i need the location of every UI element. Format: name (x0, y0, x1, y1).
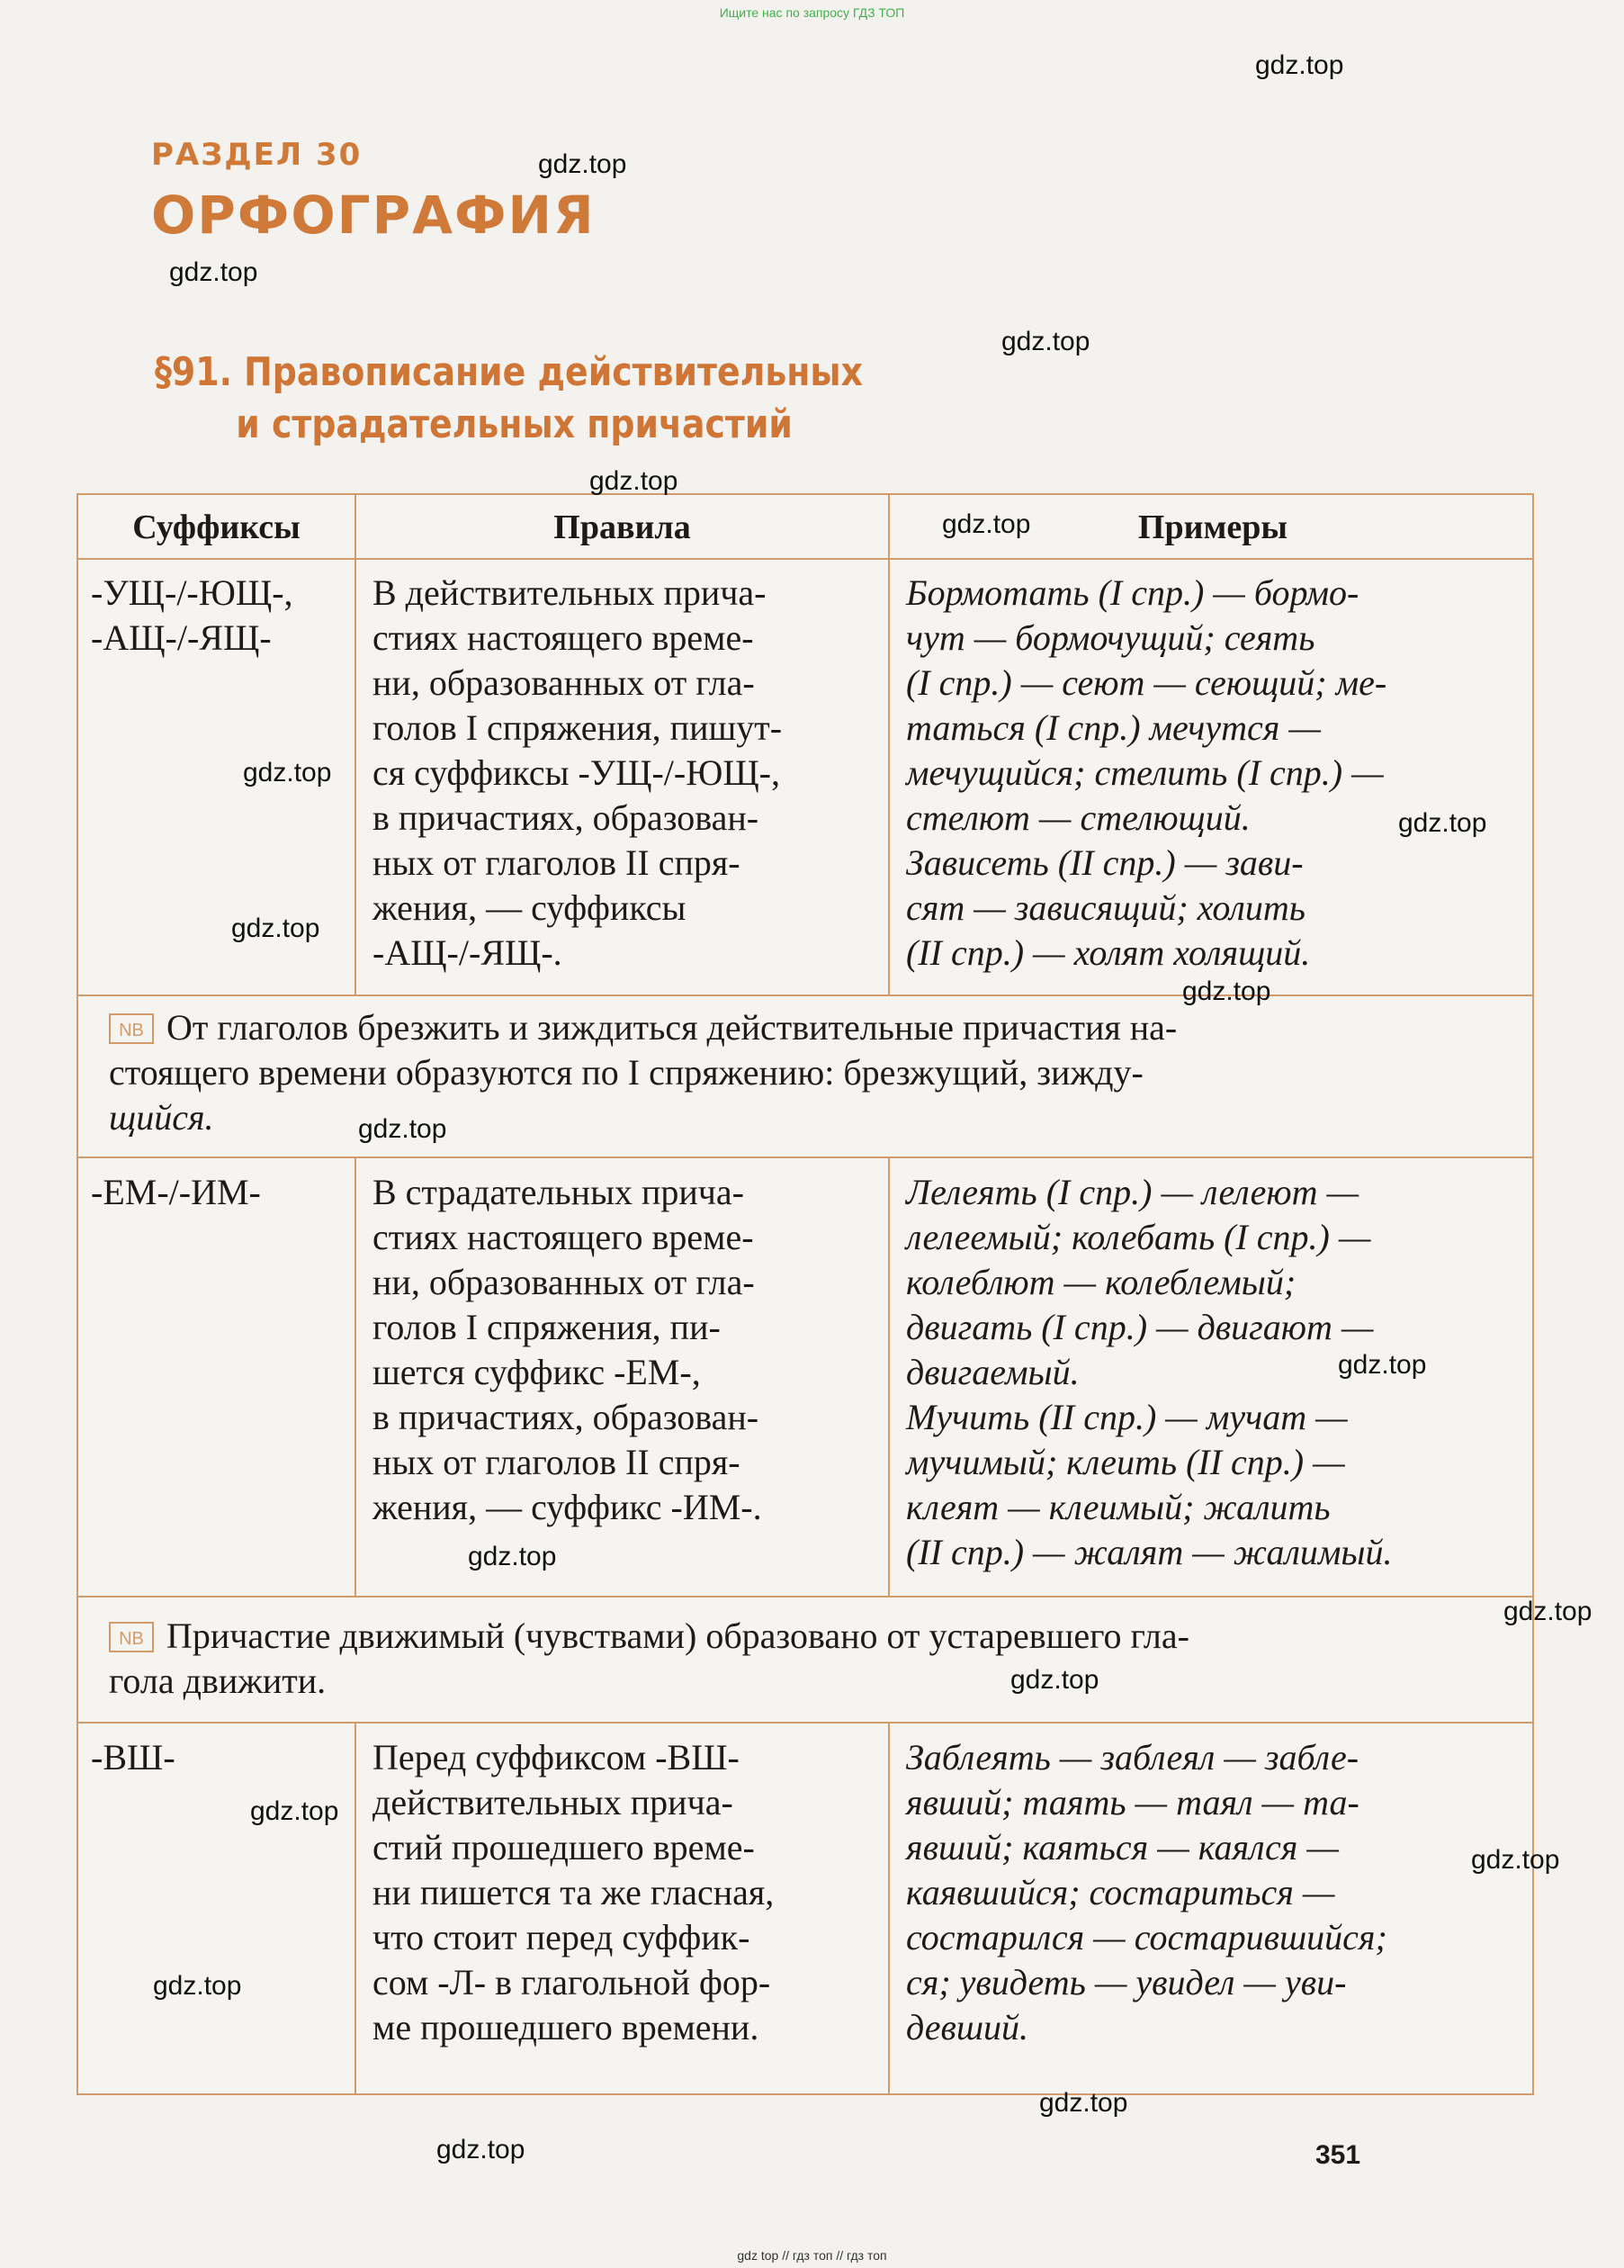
watermark: gdz.top (243, 758, 332, 788)
table-divider (354, 495, 356, 994)
row3-examples: Заблеять — заблеял — забле- явший; таять — таял — та- явший; каяться — каялся — каявшийся; состариться — состарился — состарившийся; ся; увидеть — увидел — уви- девший. (906, 1737, 1387, 2048)
watermark: gdz.top (538, 149, 627, 179)
top-banner: Ищите нас по запросу ГДЗ ТОП (719, 5, 905, 20)
row1-suffix: -УЩ-/-ЮЩ-, -АЩ-/-ЯЩ- (91, 572, 293, 658)
watermark: gdz.top (153, 1971, 242, 2001)
header-suffixes: Суффиксы (132, 508, 301, 546)
watermark: gdz.top (942, 509, 1031, 539)
table-divider (354, 1156, 356, 1596)
watermark: gdz.top (1039, 2088, 1128, 2118)
nb-icon: NB (109, 1622, 154, 1652)
table-divider (78, 1722, 1532, 1724)
watermark: gdz.top (250, 1796, 339, 1826)
row3-suffix: -ВШ- (91, 1737, 175, 1778)
section-label: РАЗДЕЛ 30 (151, 137, 363, 173)
watermark: gdz.top (1255, 50, 1344, 80)
table-divider (78, 1156, 1532, 1158)
header-examples: Примеры (1137, 508, 1288, 546)
row2-rule: В страдательных прича- стиях настоящего време- ни, образованных от гла- голов I спряжения, пи- шется суффикс -ЕМ-, в причастиях, образован- ных от глаголов II спря- жения, — суффикс -ИМ-. (372, 1172, 762, 1527)
nb-note-2: NB Причастие движимый (чувствами) образовано от устаревшего гла- гола движити. (109, 1616, 1189, 1701)
table-divider (78, 558, 1532, 560)
bottom-watermark-line: gdz top // гдз топ // гдз топ (737, 2248, 887, 2263)
header-rules: Правила (553, 508, 691, 546)
watermark: gdz.top (1471, 1845, 1560, 1875)
watermark: gdz.top (436, 2135, 525, 2164)
table-divider (78, 994, 1532, 996)
row2-suffix: -ЕМ-/-ИМ- (91, 1172, 261, 1212)
row2-examples: Лелеять (I спр.) — лелеют — лелеемый; колебать (I спр.) — колеблют — колеблемый; двигать (I спр.) — двигают — двигаемый. Мучить (II спр.) — мучат — мучимый; клеить (II спр.) — клеят — клеимый; жалить (II спр.) — жалят — жалимый. (906, 1172, 1393, 1572)
watermark: gdz.top (468, 1542, 557, 1571)
watermark: gdz.top (1182, 976, 1271, 1006)
watermark: gdz.top (1338, 1350, 1427, 1380)
watermark: gdz.top (231, 914, 320, 943)
table-divider (888, 495, 890, 994)
paragraph-title (155, 346, 863, 451)
paragraph-title-line-2: и страдательных причастий (236, 401, 793, 447)
watermark: gdz.top (1001, 327, 1090, 356)
watermark: gdz.top (1503, 1597, 1593, 1626)
section-title: ОРФОГРАФИЯ (151, 184, 596, 246)
watermark: gdz.top (589, 466, 678, 496)
nb-icon: NB (109, 1013, 154, 1044)
table-divider (354, 1722, 356, 2095)
row1-examples: Бормотать (I спр.) — бормо- чут — бормочущий; сеять (I спр.) — сеют — сеющий; ме- таться (I спр.) мечутся — мечущийся; стелить (I спр.) — стелют — стелющий. Зависеть (II спр.) — зави- сят — зависящий; холить (II спр.) — холят холящий. (906, 572, 1387, 973)
watermark: gdz.top (358, 1114, 447, 1144)
watermark: gdz.top (169, 257, 258, 287)
rules-table (76, 493, 1534, 2095)
page-number: 351 (1315, 2140, 1361, 2170)
table-divider (78, 1596, 1532, 1598)
watermark: gdz.top (1398, 808, 1487, 838)
paragraph-title-line-1: §91. Правописание действительных (155, 349, 864, 395)
row1-rule: В действительных прича- стиях настоящего време- ни, образованных от гла- голов I спряжения, пишут- ся суффиксы -УЩ-/-ЮЩ-, в причастиях, образован- ных от глаголов II спря- жения, — суффиксы -АЩ-/-ЯЩ-. (372, 572, 783, 973)
table-divider (888, 1722, 890, 2095)
row3-rule: Перед суффиксом -ВШ- действительных прича- стий прошедшего време- ни пишется та же гласная, что стоит перед суффик- сом -Л- в глагольной фор- ме прошедшего времени. (372, 1737, 775, 2048)
table-divider (888, 1156, 890, 1596)
watermark: gdz.top (1010, 1665, 1099, 1695)
nb-note-1: NB От глаголов брезжить и зиждиться действительные причастия на- стоящего времени образуются по I спряжению: брезжущий, зижду- щийся. (109, 1007, 1178, 1138)
